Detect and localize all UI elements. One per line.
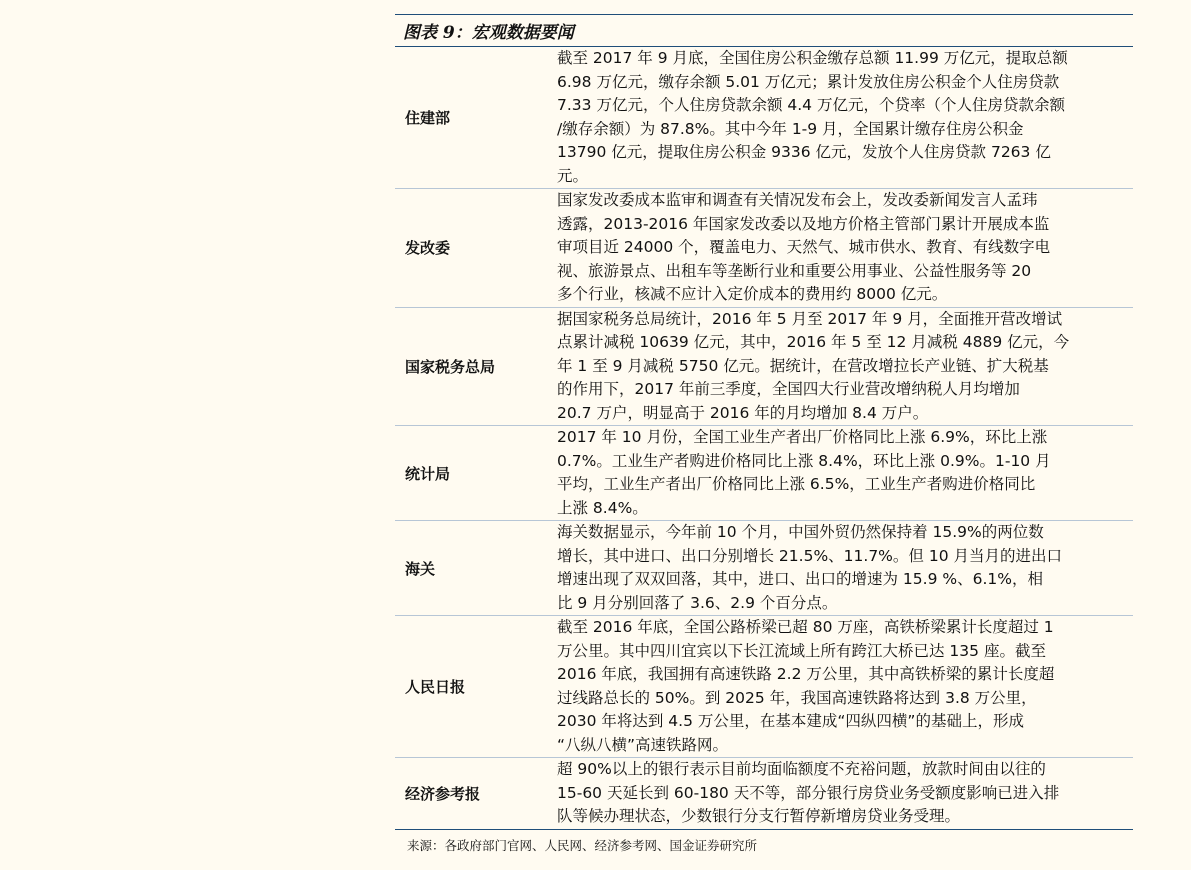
- table-title: 图表 9：宏观数据要闻: [403, 23, 574, 43]
- table-row: [395, 521, 1133, 616]
- news-text: 2017 年 10 月份，全国工业生产者出厂价格同比上涨 6.9%，环比上涨 0.7%。工业生产者购进价格同比上涨 8.4%，环比上涨 0.9%。1-10 月 平均，工业生产者出厂价格同比上涨 6.5%，工业生产者购进价格同比 上涨 8.4%。: [557, 428, 1051, 517]
- source-name: 国家税务总局: [405, 357, 496, 376]
- source-note: 来源：各政府部门官网、人民网、经济参考网、国金证券研究所: [407, 837, 758, 853]
- table-row: [395, 616, 1133, 758]
- table-row: [395, 426, 1133, 521]
- title-bar: [395, 14, 1133, 47]
- source-name: 海关: [405, 559, 436, 578]
- source-name: 人民日报: [405, 678, 466, 696]
- data-table: [395, 14, 1133, 854]
- news-text: 超 90%以上的银行表示目前均面临额度不充裕问题，放款时间由以往的 15-60 天延长到 60-180 天不等，部分银行房贷业务受额度影响已进入排 队等候办理状态，少数银行分支行暂停新增房贷业务受理。: [557, 760, 1060, 825]
- source-name: 统计局: [405, 464, 451, 483]
- source-name: 住建部: [405, 109, 451, 127]
- table-row: [395, 189, 1133, 308]
- table-row: [395, 308, 1133, 427]
- news-text: 据国家税务总局统计，2016 年 5 月至 2017 年 9 月，全面推开营改增试 点累计减税 10639 亿元，其中，2016 年 5 至 12 月减税 4889 亿元，今 年 1 至 9 月减税 5750 亿元。据统计，在营改增拉长产业链、扩大税基 的作用下，2017 年前三季度，全国四大行业营改增纳税人月均增加 20.7 万户，明显高于 2016 年的月均增加 8.4 万户。: [557, 309, 1070, 422]
- news-text: 海关数据显示，今年前 10 个月，中国外贸仍然保持着 15.9%的两位数 增长，其中进口、出口分别增长 21.5%、11.7%。但 10 月当月的进出口 增速出现了双双回落，其中，进口、出口的增速为 15.9 %、6.1%，相 比 9 月分别回落了 3.6、2.9 个百分点。: [557, 523, 1062, 612]
- news-text: 截至 2017 年 9 月底，全国住房公积金缴存总额 11.99 万亿元，提取总额 6.98 万亿元，缴存余额 5.01 万亿元；累计发放住房公积金个人住房贷款 7.33 万亿元，个人住房贷款余额 4.4 万亿元，个贷率（个人住房贷款余额 /缴存余额）为 87.8%。其中今年 1-9 月，全国累计缴存住房公积金 13790 亿元，提取住房公积金 9336 亿元，发放个人住房贷款 7263 亿 元。: [557, 49, 1068, 185]
- table-row: [395, 758, 1133, 830]
- table-row: [395, 47, 1133, 189]
- table-body: [395, 47, 1133, 830]
- source-name: 经济参考报: [405, 784, 481, 803]
- source-name: 发改委: [405, 239, 451, 258]
- news-text: 国家发改委成本监审和调查有关情况发布会上，发改委新闻发言人孟玮 透露，2013-2016 年国家发改委以及地方价格主管部门累计开展成本监 审项目近 24000 个，覆盖电力、天然气、城市供水、教育、有线数字电 视、旅游景点、出租车等垄断行业和重要公用事业、公益性服务等 20 多个行业，核减不应计入定价成本的费用约 8000 亿元。: [557, 191, 1051, 303]
- news-text: 截至 2016 年底，全国公路桥梁已超 80 万座，高铁桥梁累计长度超过 1 万公里。其中四川宜宾以下长江流域上所有跨江大桥已达 135 座。截至 2016 年底，我国拥有高速铁路 2.2 万公里，其中高铁桥梁的累计长度超 过线路总长的 50%。到 2025 年，我国高速铁路将达到 3.8 万公里， 2030 年将达到 4.5 万公里，在基本建成“四纵四横”的基础上，形成 “八纵八横”高速铁路网。: [557, 618, 1055, 754]
